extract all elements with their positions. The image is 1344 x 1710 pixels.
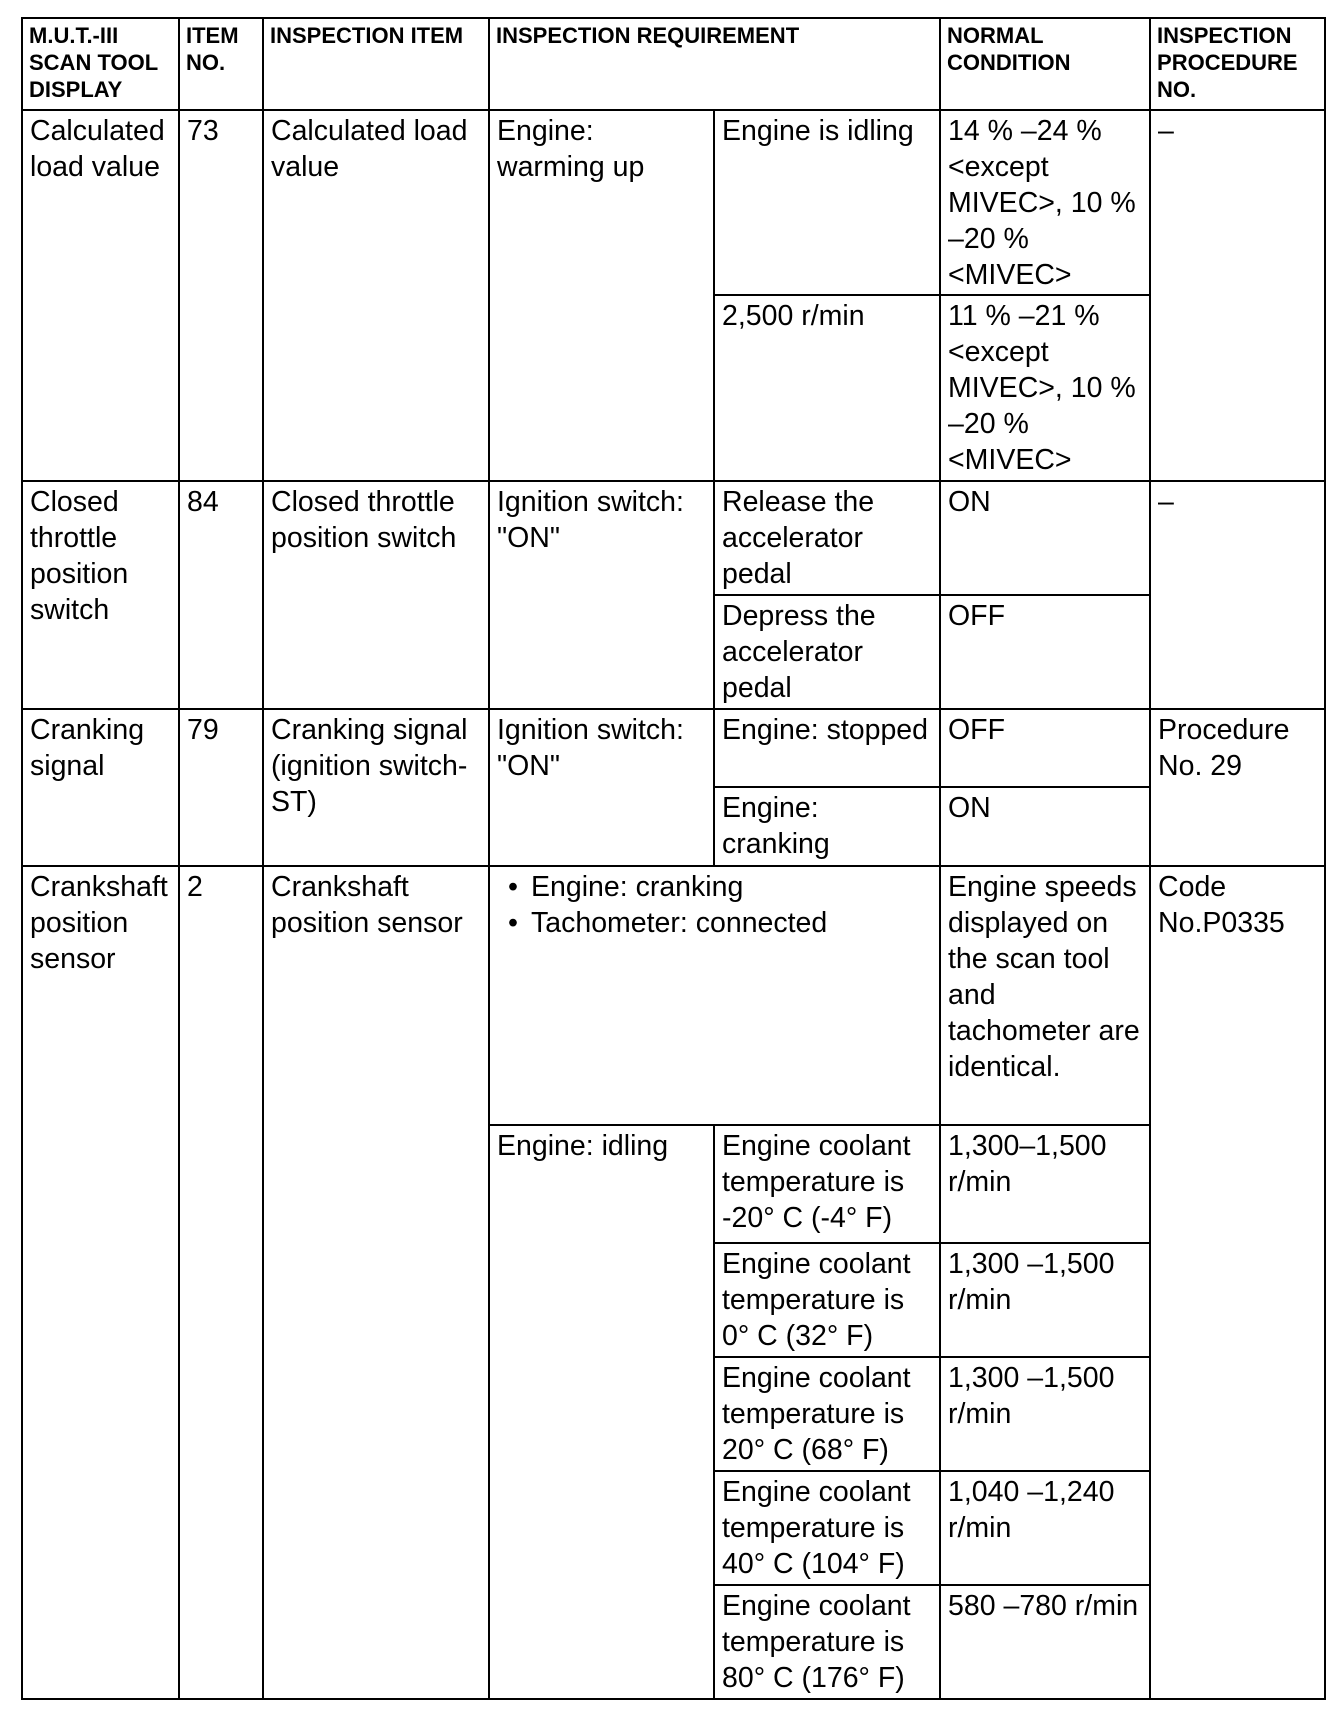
cell-normal-condition: 580 –780 r/min <box>940 1585 1150 1699</box>
table-row <box>22 866 1325 1125</box>
cell-normal-condition: ON <box>940 787 1150 866</box>
cell-normal-condition: OFF <box>940 709 1150 787</box>
cell-normal-condition: ON <box>940 481 1150 595</box>
header-scan-tool-display: M.U.T.-III SCAN TOOL DISPLAY <box>22 18 179 110</box>
cell-condition: Engine is idling <box>714 110 940 295</box>
cell-normal-condition: OFF <box>940 595 1150 709</box>
table-row <box>22 481 1325 595</box>
cell-normal-condition: 1,040 –1,240 r/min <box>940 1471 1150 1585</box>
header-normal-condition: NORMAL CONDITION <box>940 18 1150 110</box>
cell-item-no: 2 <box>179 866 263 1699</box>
cell-normal-condition: 11 % –21 % <except MIVEC>, 10 % –20 % <MIVEC> <box>940 295 1150 481</box>
cell-procedure: – <box>1150 481 1325 709</box>
cell-condition: Engine coolant temperature is -20° C (-4° F) <box>714 1125 940 1243</box>
cell-inspection-item: Calculated load value <box>263 110 489 481</box>
cell-normal-condition: 1,300 –1,500 r/min <box>940 1243 1150 1357</box>
cell-procedure: Code No.P0335 <box>1150 866 1325 1699</box>
cell-normal-condition: 1,300 –1,500 r/min <box>940 1357 1150 1471</box>
header-inspection-item: INSPECTION ITEM <box>263 18 489 110</box>
cell-normal-condition: 1,300–1,500 r/min <box>940 1125 1150 1243</box>
cell-condition: Engine coolant temperature is 40° C (104° F) <box>714 1471 940 1585</box>
inspection-table <box>21 17 1326 1700</box>
cell-requirement-bullets <box>489 866 940 1125</box>
header-item-no: ITEM NO. <box>179 18 263 110</box>
cell-requirement: Engine: idling <box>489 1125 714 1699</box>
cell-procedure: – <box>1150 110 1325 481</box>
header-inspection-procedure: INSPECTION PROCEDURE NO. <box>1150 18 1325 110</box>
table-row <box>22 709 1325 787</box>
cell-normal-condition: 14 % –24 % <except MIVEC>, 10 % –20 % <MIVEC> <box>940 110 1150 295</box>
cell-procedure: Procedure No. 29 <box>1150 709 1325 866</box>
cell-item-no: 84 <box>179 481 263 709</box>
cell-inspection-item: Cranking signal (ignition switch-ST) <box>263 709 489 866</box>
cell-display: Calculated load value <box>22 110 179 481</box>
cell-display: Crankshaft position sensor <box>22 866 179 1699</box>
cell-inspection-item: Crankshaft position sensor <box>263 866 489 1699</box>
cell-item-no: 73 <box>179 110 263 481</box>
table-row <box>22 110 1325 295</box>
cell-condition: Engine coolant temperature is 0° C (32° F) <box>714 1243 940 1357</box>
cell-condition: 2,500 r/min <box>714 295 940 481</box>
cell-condition: Engine: cranking <box>714 787 940 866</box>
cell-requirement: Ignition switch: "ON" <box>489 709 714 866</box>
requirement-bullet-list <box>497 869 932 941</box>
cell-normal-condition: Engine speeds displayed on the scan tool and tachometer are identical. <box>940 866 1150 1125</box>
cell-condition: Depress the accelerator pedal <box>714 595 940 709</box>
bullet-text: Tachometer: connected <box>531 907 828 939</box>
cell-condition: Engine coolant temperature is 80° C (176° F) <box>714 1585 940 1699</box>
cell-condition: Release the accelerator pedal <box>714 481 940 595</box>
cell-display: Closed throttle position switch <box>22 481 179 709</box>
cell-inspection-item: Closed throttle position switch <box>263 481 489 709</box>
list-item <box>497 869 932 905</box>
cell-display: Cranking signal <box>22 709 179 866</box>
cell-requirement: Ignition switch: "ON" <box>489 481 714 709</box>
bullet-icon: • <box>508 871 518 903</box>
cell-condition: Engine coolant temperature is 20° C (68° F) <box>714 1357 940 1471</box>
bullet-icon: • <box>508 907 518 939</box>
cell-condition: Engine: stopped <box>714 709 940 787</box>
bullet-text: Engine: cranking <box>531 871 744 903</box>
list-item <box>497 905 932 941</box>
header-row <box>22 18 1325 110</box>
cell-item-no: 79 <box>179 709 263 866</box>
cell-requirement: Engine: warming up <box>489 110 714 481</box>
header-inspection-requirement: INSPECTION REQUIREMENT <box>489 18 940 110</box>
